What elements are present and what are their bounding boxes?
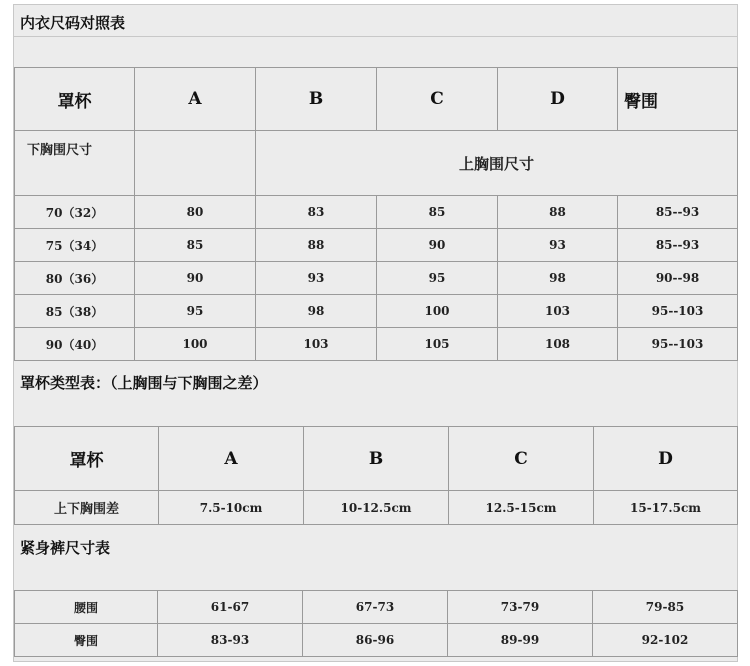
cup-header-a: A — [135, 68, 256, 131]
table-row — [15, 491, 738, 525]
table-row — [15, 262, 738, 295]
under-bust-value: 70（32） — [15, 196, 135, 229]
table-row — [15, 328, 738, 361]
tights-size-table — [14, 590, 738, 657]
cup-type-header-row — [15, 427, 738, 491]
hip-value: 95--103 — [618, 295, 738, 328]
cup-a-value: 80 — [135, 196, 256, 229]
cup-a-value: 100 — [135, 328, 256, 361]
bust-difference-a: 7.5-10cm — [159, 491, 304, 525]
hip-value: 90--98 — [618, 262, 738, 295]
hip-value: 95--103 — [618, 328, 738, 361]
cup-header-b: B — [256, 68, 377, 131]
cup-c-value: 105 — [377, 328, 498, 361]
cup-b-value: 103 — [256, 328, 377, 361]
cup-type-label: 罩杯 — [15, 427, 159, 491]
cup-type-table — [14, 426, 738, 525]
tights-chart-title: 紧身裤尺寸表 — [20, 539, 111, 557]
bra-size-table — [14, 67, 738, 361]
cup-a-value: 85 — [135, 229, 256, 262]
hip-value: 86-96 — [303, 624, 448, 657]
cup-d-value: 88 — [498, 196, 618, 229]
cup-d-value: 93 — [498, 229, 618, 262]
bust-difference-b: 10-12.5cm — [304, 491, 449, 525]
bust-label-row — [15, 131, 738, 196]
waist-value: 73-79 — [448, 591, 593, 624]
cup-header-c: C — [377, 68, 498, 131]
cup-c-value: 90 — [377, 229, 498, 262]
under-bust-value: 85（38） — [15, 295, 135, 328]
bust-difference-label: 上下胸围差 — [15, 491, 159, 525]
hip-value: 85--93 — [618, 196, 738, 229]
cup-header-label: 罩杯 — [15, 68, 135, 131]
hip-label: 臀围 — [15, 624, 158, 657]
divider — [14, 36, 737, 37]
cup-type-a: A — [159, 427, 304, 491]
cup-b-value: 88 — [256, 229, 377, 262]
hip-value: 89-99 — [448, 624, 593, 657]
cup-b-value: 83 — [256, 196, 377, 229]
table-row — [15, 196, 738, 229]
empty-cell — [135, 131, 256, 196]
cup-type-d: D — [594, 427, 738, 491]
table-row — [15, 229, 738, 262]
cup-d-value: 98 — [498, 262, 618, 295]
cup-b-value: 93 — [256, 262, 377, 295]
bust-difference-c: 12.5-15cm — [449, 491, 594, 525]
table-row — [15, 624, 738, 657]
hip-value: 85--93 — [618, 229, 738, 262]
cup-a-value: 95 — [135, 295, 256, 328]
table-row — [15, 295, 738, 328]
cup-c-value: 95 — [377, 262, 498, 295]
hip-header-label: 臀围 — [618, 68, 738, 131]
cup-type-c: C — [449, 427, 594, 491]
under-bust-value: 75（34） — [15, 229, 135, 262]
bra-size-chart-title: 内衣尺码对照表 — [20, 14, 126, 32]
hip-value: 83-93 — [158, 624, 303, 657]
upper-bust-label: 上胸围尺寸 — [256, 131, 738, 196]
cup-d-value: 103 — [498, 295, 618, 328]
cup-b-value: 98 — [256, 295, 377, 328]
waist-value: 61-67 — [158, 591, 303, 624]
waist-value: 79-85 — [593, 591, 738, 624]
under-bust-label: 下胸围尺寸 — [15, 131, 135, 196]
under-bust-value: 80（36） — [15, 262, 135, 295]
cup-d-value: 108 — [498, 328, 618, 361]
cup-type-b: B — [304, 427, 449, 491]
cup-c-value: 100 — [377, 295, 498, 328]
table-row — [15, 591, 738, 624]
cup-header-d: D — [498, 68, 618, 131]
under-bust-value: 90（40） — [15, 328, 135, 361]
cup-type-chart-title: 罩杯类型表：（上胸围与下胸围之差） — [20, 374, 268, 392]
waist-label: 腰围 — [15, 591, 158, 624]
waist-value: 67-73 — [303, 591, 448, 624]
cup-c-value: 85 — [377, 196, 498, 229]
bra-size-header-row — [15, 68, 738, 131]
cup-a-value: 90 — [135, 262, 256, 295]
bust-difference-d: 15-17.5cm — [594, 491, 738, 525]
hip-value: 92-102 — [593, 624, 738, 657]
